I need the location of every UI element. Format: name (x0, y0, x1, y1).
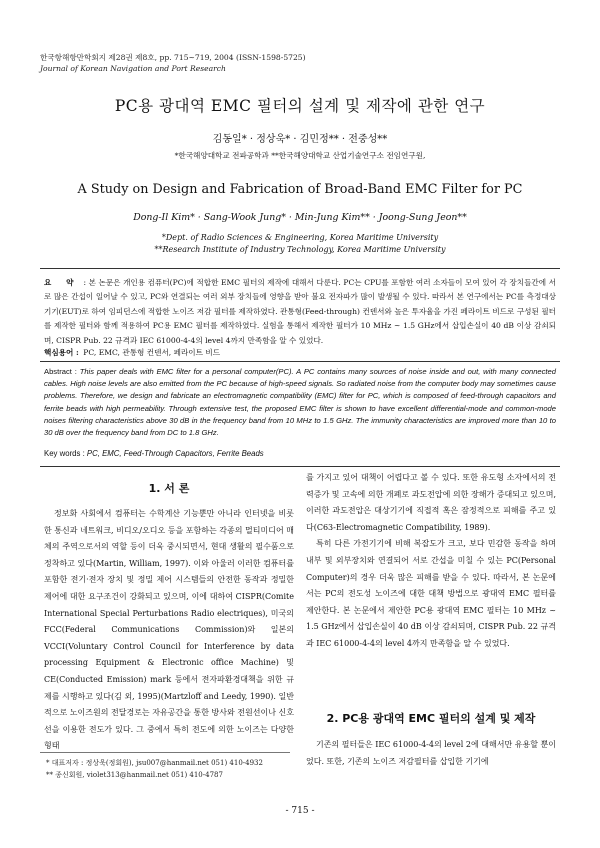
affiliation-korean: *한국해양대학교 전파공학과 **한국해양대학교 산업기술연구소 전임연구원, (174, 151, 426, 160)
keywords-english-text: PC, EMC, Feed-Through Capacitors, Ferrite Beads (86, 449, 264, 458)
section-2-body (306, 737, 556, 770)
affiliation-english-1: *Dept. of Radio Sciences & Engineering, Korea Maritime University (161, 233, 439, 242)
top-divider (40, 268, 560, 269)
footnote-divider (40, 752, 290, 753)
journal-header (40, 52, 306, 74)
keywords-korean-text: PC, EMC, 관통형 컨덴서, 페라이트 비드 (83, 348, 221, 357)
abstract-korean-label: 요 약 (44, 278, 80, 287)
affiliation-english (0, 232, 600, 255)
abstract-english-text: This paper deals with EMC filter for a personal computer(PC). A PC contains many sources of noise inside and out, with many connected cables. High noise levels are also emitted from the PC because of high-speed signals. So radiated noise from the computer body may sometimes cause problems. Therefore, we design and fabricate an electromagnetic compatibility (EMC) filter for PC, which is composed of feed-through capacitors and ferrite beads with high permeability. Through extensive test, the proposed EMC filter is shown to have excellent differential-mode and common-mode noises filtering characteristics above 30 dB in the frequency band from 10 MHz to 1.5 GHz. The immunity characteristics are improved more than 10 to 30 dB over the frequency band from DC to 1.8 GHz. (44, 367, 556, 438)
section-2-paragraph-1: 기존의 필터들은 IEC 61000-4-4의 level 2에 대해서만 유용할 뿐이었다. 또한, 기존의 노이즈 저감필터를 삽입한 기기에 (306, 740, 556, 766)
authors-korean: 김동일* · 정상욱* · 김민정** · 전중성** (212, 134, 388, 145)
section-1-body-left (44, 506, 294, 755)
section-2-heading: 2. PC용 광대역 EMC 필터의 설계 및 제작 (326, 712, 536, 725)
keywords-korean-label: 핵심용어 : (44, 348, 79, 357)
paper-title-korean: PC용 광대역 EMC 필터의 설계 및 제작에 관한 연구 (114, 97, 486, 115)
journal-name-en: Journal of Korean Navigation and Port Research (40, 64, 226, 73)
keywords-english-label: Key words : (44, 449, 85, 458)
section-1-paragraph-continued: 를 가지고 있어 대책이 어렵다고 볼 수 있다. 또한 유도형 소자에서의 전력증가 및 고속에 의한 개폐로 과도전압에 의한 장해가 증대되고 있으며, 이러한 과도전압은 대상기기에 직접적 혹은 잠정적으로 피해를 주고 있다(C63-Electromagnetic Compatibility, 1989). (306, 473, 556, 532)
footnote-2: ** 종신회원, violet313@hanmail.net 051) 410-4787 (46, 771, 223, 779)
authors-english: Dong-Il Kim* · Sang-Wook Jung* · Min-Jung Kim** · Joong-Sung Jeon** (133, 212, 467, 223)
paper-title-english: A Study on Design and Fabrication of Broad-Band EMC Filter for PC (77, 182, 523, 197)
abstract-english-label: Abstract : (44, 367, 77, 376)
section-1-body-right (306, 470, 556, 653)
mid-divider (40, 361, 560, 362)
abstract-korean-text: : 본 논문은 개인용 컴퓨터(PC)에 적합한 EMC 필터의 제작에 대해서 다룬다. PC는 CPU를 포함한 여러 소자들이 모여 있어 각 장치들간에 서로 많은 간섭이 일어날 수 있고, PC와 연결되는 여러 외부 장치들에 영향을 받아 불요 전자파가 많이 발생될 수 있다. 따라서 본 연구에서는 PC를 측정대상기기(EUT)로 하여 임피던스에 적합한 노이즈 저감 필터를 제작하였다. 관통형(Feed-through) 컨덴서와 높은 투자율을 가진 페라이트 비드로 구성된 필터를 제작한 필터와 함께 적용하여 PC용 EMC 필터를 제작하였다. 실험을 통해서 제작한 필터가 10 MHz ~ 1.5 GHz에서 삽입손실이 40 dB 이상 감쇠되며, CISPR Pub. 22 규격과 IEC 61000-4-4의 level 4까지 만족함을 알 수 있었다. (44, 278, 556, 345)
bottom-divider (40, 466, 560, 467)
abstract-korean (44, 276, 556, 348)
section-1-paragraph-1: 정보화 사회에서 컴퓨터는 수학계산 기능뿐만 아니라 인터넷을 비롯한 통신과 네트워크, 비디오/오디오 등을 포함하는 각종의 멀티미디어 매체의 주역으로서의 역할 등이 더욱 중시되면서, 현대 생활의 필수품으로 정착하고 있다(Martin, William, 1997). 이와 아울러 이러한 컴퓨터를 포함한 전기·전자 장치 및 정밀 제어 시스템들의 안전한 동작과 정밀한 제어에 대한 요구조건이 강화되고 있으며, 이에 대하여 CISPR(Comite International Special Perturbations Radio electriques), 미국의 FCC(Federal Communications Commission)와 일본의 VCCI(Voluntary Control Council for Interference by data processing Equipment & Electronic office Machine) 및 CE(Conducted Emission) mark 등에서 전자파환경대책을 위한 규제를 시행하고 있다(김 외, 1995)(Martzloff and Leedy, 1990). 일반적으로 노이즈원의 전달경로는 자유공간을 통한 방사와 전원선이나 신호선을 이용한 전도가 있다. 그 중에서 특히 전도에 의한 노이즈는 다양한 형태 (44, 509, 294, 751)
section-1-heading: 1. 서 론 (148, 482, 190, 495)
keywords-english (44, 449, 264, 458)
page-number: - 715 - (285, 806, 315, 816)
section-1-paragraph-2: 특히 다른 가전기기에 비해 복잡도가 크고, 보다 민감한 동작을 하며 내부 및 외부장치와 연결되어 서로 간섭을 미칠 수 있는 PC(Personal Computer)의 경우 더욱 많은 피해를 받을 수 있다. 따라서, 본 논문에서는 PC의 전도성 노이즈에 대한 대책 방법으로 광대역 EMC 필터를 제안한다. 본 논문에서 제안한 PC용 광대역 EMC 필터는 10 MHz ~ 1.5 GHz에서 삽입손실이 40 dB 이상 감쇠되며, CISPR Pub. 22 규격과 IEC 61000-4-4의 level 4까지 만족함을 알 수 있었다. (306, 539, 556, 648)
journal-citation: 한국항해항만학회지 제28권 제8호, pp. 715~719, 2004 (ISSN-1598-5725) (40, 53, 306, 62)
keywords-korean (44, 347, 220, 358)
affiliation-english-2: **Research Institute of Industry Technology, Korea Maritime University (154, 244, 446, 254)
abstract-english (44, 366, 556, 439)
footnote-1: * 대표저자 : 정상욱(정회원), jsu007@hanmail.net 051) 410-4932 (46, 759, 263, 767)
